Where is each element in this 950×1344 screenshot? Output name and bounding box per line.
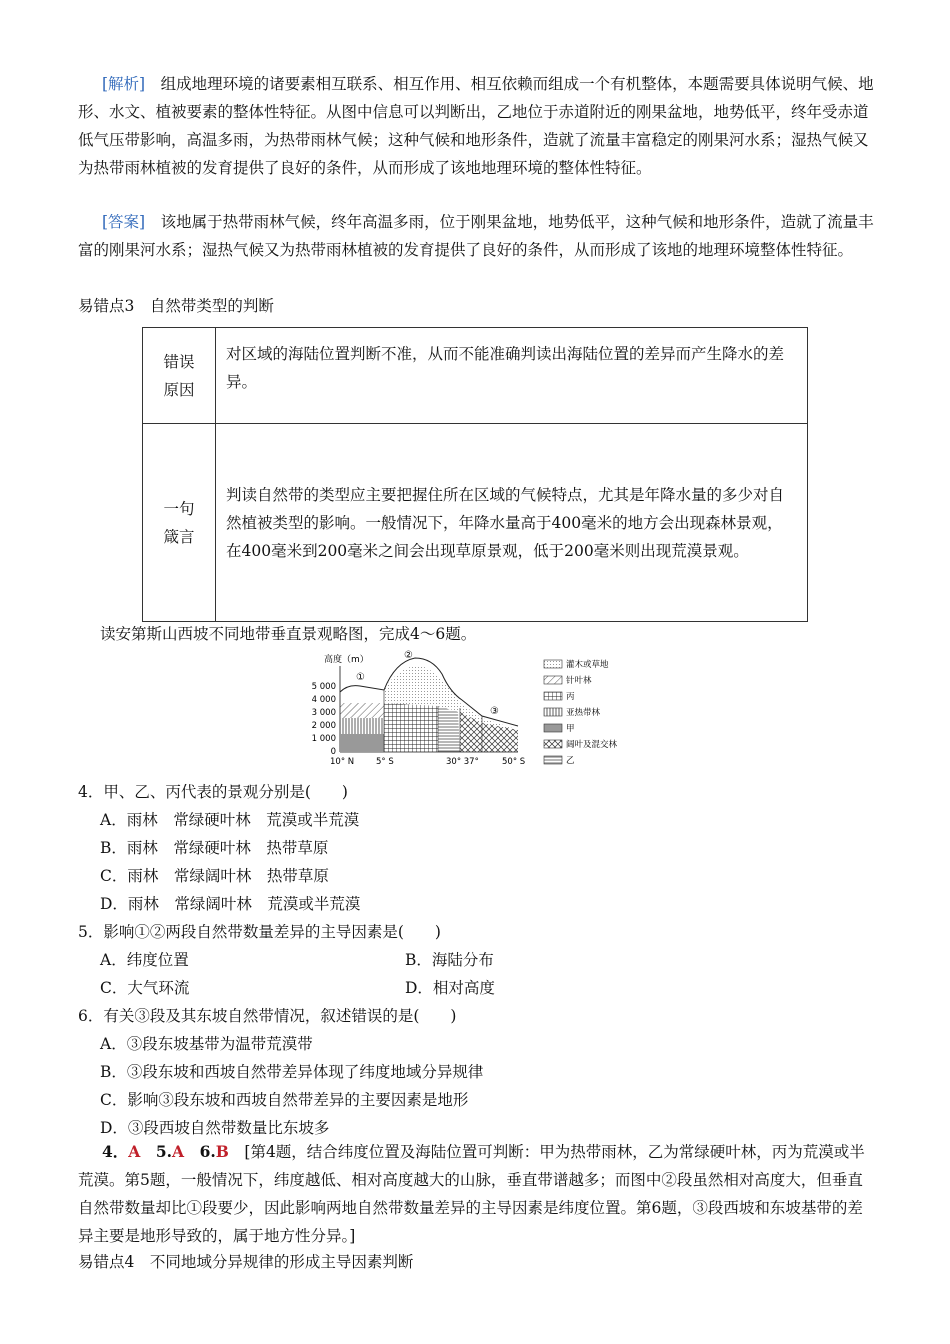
zone-mixed-south	[482, 723, 518, 752]
y-axis-label: 高度（m）	[324, 655, 369, 665]
legend	[544, 659, 618, 766]
x-tick-labels	[330, 757, 525, 767]
andes-vertical-zone-figure	[300, 648, 645, 772]
y-tick: 2 000	[311, 721, 336, 731]
q5-option-b: B．海陆分布	[405, 951, 494, 969]
section3-title: 易错点3 自然带类型的判断	[78, 297, 274, 315]
answer-6: B	[215, 1142, 229, 1161]
legend-item: 针叶林	[566, 676, 592, 686]
legend-item: 阔叶及混交林	[566, 740, 618, 750]
error-cause-label: 错误原因	[143, 328, 216, 424]
question-intro: 读安第斯山西坡不同地带垂直景观略图，完成4～6题。	[100, 625, 477, 643]
q5-option-d: D．相对高度	[405, 979, 495, 997]
x-tick: 50° S	[502, 757, 526, 767]
q5-stem: 5．影响①②两段自然带数量差异的主导因素是( )	[78, 923, 441, 941]
zone-jia	[340, 734, 384, 752]
motto-label: 一句箴言	[143, 424, 216, 622]
mark-1: ①	[356, 672, 365, 683]
y-tick: 3 000	[311, 708, 336, 718]
x-tick: 10° N	[330, 757, 355, 767]
q5-option-a: A．纬度位置	[100, 951, 189, 969]
answer-text: 该地属于热带雨林气候，终年高温多雨，位于刚果盆地，地势低平，这种气候和地形条件，造就了流量丰富的刚果河水系；湿热气候又为热带雨林植被的发育提供了良好的条件，从而形成了该地的地理环境整体性特征。	[78, 213, 874, 259]
x-tick: 30° 37°	[446, 757, 479, 767]
q4-option-a: A．雨林 常绿硬叶林 荒漠或半荒漠	[100, 811, 360, 829]
analysis-paragraph	[78, 70, 878, 182]
q6-stem: 6．有关③段及其东坡自然带情况，叙述错误的是( )	[78, 1007, 457, 1025]
answers-paragraph: 4．A 5.A 6.B [第4题，结合纬度位置及海陆位置可判断：甲为热带雨林，乙为常绿硬叶林，丙为荒漠或半荒漠。第5题，一般情况下，纬度越低、相对高度越大的山脉，垂直带谱越多；而图中②段虽然相对高度大，但垂直自然带数量却比①段要少，因此影响两地自然带数量差异的主导因素是纬度位置。第6题，③段西坡和东坡基带的差异主要是地形导致的，属于地方性分异。]	[78, 1142, 865, 1245]
zone-bing	[384, 703, 438, 752]
error-cause-text: 对区域的海陆位置判断不准，从而不能准确判读出海陆位置的差异而产生降水的差异。	[216, 328, 808, 424]
q4-option-c: C．雨林 常绿阔叶林 热带草原	[100, 867, 329, 885]
zone-conifer	[340, 703, 384, 718]
q6-option-a: A．③段东坡基带为温带荒漠带	[100, 1035, 313, 1053]
answer-paragraph	[78, 208, 878, 264]
q4-option-b: B．雨林 常绿硬叶林 热带草原	[100, 839, 329, 857]
legend-item: 乙	[566, 756, 575, 766]
y-tick: 0	[330, 747, 336, 757]
q6-option-c: C．影响③段东坡和西坡自然带差异的主要因素是地形	[100, 1091, 469, 1109]
y-tick: 1 000	[311, 734, 336, 744]
y-tick-labels	[312, 682, 336, 757]
q5-option-c: C．大气环流	[100, 979, 190, 997]
q4-stem: 4．甲、乙、丙代表的景观分别是( )	[78, 783, 348, 801]
x-tick: 5° S	[376, 757, 394, 767]
answer-5: A	[172, 1142, 185, 1161]
legend-item: 甲	[566, 724, 575, 734]
analysis-text: 组成地理环境的诸要素相互联系、相互作用、相互依赖而组成一个有机整体，本题需要具体说明气候、地形、水文、植被要素的整体性特征。从图中信息可以判断出，乙地位于赤道附近的刚果盆地，地势低平，终年受赤道低气压带影响，高温多雨，为热带雨林气候；这种气候和地形条件，造就了流量丰富稳定的刚果河水系；湿热气候又为热带雨林植被的发育提供了良好的条件，从而形成了该地地理环境的整体性特征。	[78, 75, 874, 177]
zone-yi	[438, 706, 460, 752]
answer-4: A	[128, 1142, 141, 1161]
q6-option-d: D．③段西坡自然带数量比东坡多	[100, 1119, 330, 1137]
mark-2: ②	[404, 650, 413, 661]
answers-explanation: [第4题，结合纬度位置及海陆位置可判断：甲为热带雨林，乙为常绿硬叶林，丙为荒漠或半荒漠。第5题，一般情况下，纬度越低、相对高度越大的山脉，垂直带谱越多；而图中②段虽然相对高度大，但垂直自然带数量却比①段要少，因此影响两地自然带数量差异的主导因素是纬度位置。第6题，③段西坡和东坡基带的差异主要是地形导致的，属于地方性分异。]	[78, 1143, 865, 1245]
motto-text: 判读自然带的类型应主要把握住所在区域的气候特点，尤其是年降水量的多少对自然植被类型的影响。一般情况下，年降水量高于400毫米的地方会出现森林景观，在400毫米到200毫米之间会出现草原景观，低于200毫米则出现荒漠景观。	[216, 424, 808, 622]
section4-title: 易错点4 不同地域分异规律的形成主导因素判断	[78, 1253, 414, 1271]
mark-3: ③	[490, 706, 499, 717]
y-tick: 5 000	[311, 682, 336, 692]
legend-item: 亚热带林	[566, 708, 601, 718]
analysis-tag: [解析]	[102, 75, 146, 93]
answer-tag: [答案]	[102, 213, 146, 231]
q4-option-d: D．雨林 常绿阔叶林 荒漠或半荒漠	[100, 895, 361, 913]
zone-subtropical	[340, 718, 384, 734]
legend-item: 丙	[566, 692, 575, 702]
legend-item: 灌木或草地	[566, 660, 609, 670]
y-tick: 4 000	[311, 695, 336, 705]
error-table	[142, 327, 808, 622]
q6-option-b: B．③段东坡和西坡自然带差异体现了纬度地域分异规律	[100, 1063, 484, 1081]
